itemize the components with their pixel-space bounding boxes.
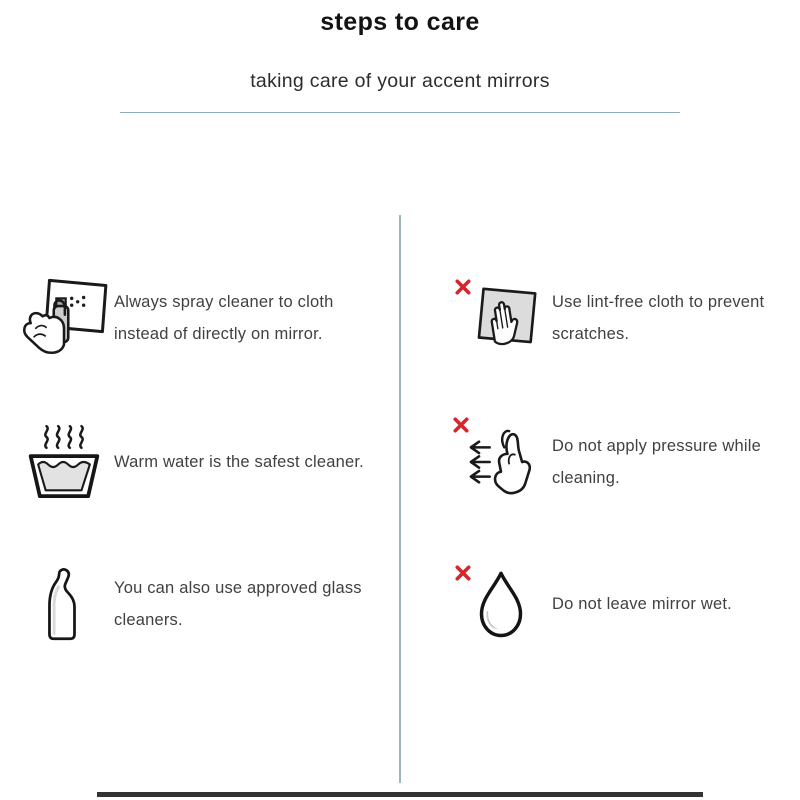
no-pressure-hand-icon [462, 423, 540, 501]
icon-wrap [450, 552, 552, 656]
icon-wrap [14, 410, 114, 514]
care-item [14, 410, 386, 514]
care-item-text: Warm water is the safest cleaner. [114, 453, 364, 471]
icon-wrap [450, 410, 552, 514]
page-bottom-rule [97, 792, 703, 797]
spray-cloth-icon [17, 277, 111, 359]
prohibit-x-icon [452, 416, 470, 434]
care-item-text: Always spray cleaner to cloth instead of directly on mirror. [114, 293, 334, 343]
care-item [450, 410, 794, 514]
care-item [14, 552, 386, 656]
lint-free-cloth-icon [463, 282, 539, 355]
care-item-text: Do not apply pressure while cleaning. [552, 437, 762, 487]
prohibit-x-icon [454, 278, 472, 296]
icon-wrap [450, 266, 552, 370]
care-item [450, 552, 794, 656]
column-divider [399, 215, 401, 783]
care-item-text: Do not leave mirror wet. [552, 595, 732, 613]
header-divider [120, 112, 680, 113]
water-drop-icon [465, 565, 537, 643]
cleaner-bottle-icon [43, 565, 85, 643]
prohibit-x-icon [454, 564, 472, 582]
care-item-text: Use lint-free cloth to prevent scratches. [552, 293, 765, 343]
warm-water-icon [24, 422, 104, 502]
care-item [14, 266, 386, 370]
icon-wrap [14, 552, 114, 656]
page-subtitle: taking care of your accent mirrors [250, 70, 550, 92]
care-item-text: You can also use approved glass cleaners. [114, 579, 362, 629]
care-item [450, 266, 794, 370]
icon-wrap [14, 266, 114, 370]
page-title: steps to care [320, 8, 480, 36]
